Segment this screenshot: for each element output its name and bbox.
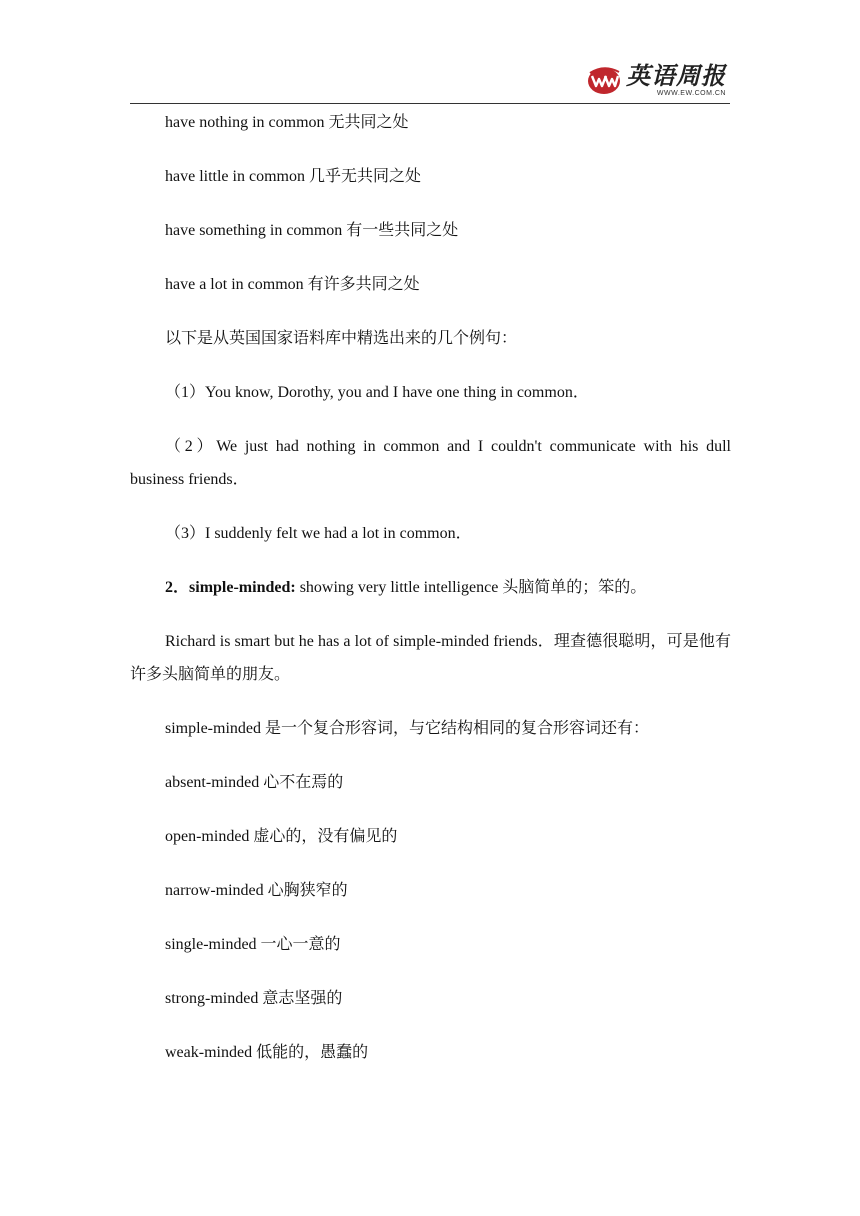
compound-item: weak-minded 低能的，愚蠢的 (165, 1044, 369, 1061)
document-body (130, 106, 731, 1090)
ew-emblem-icon (586, 64, 622, 96)
compound-intro: simple-minded 是一个复合形容词，与它结构相同的复合形容词还有： (165, 720, 649, 737)
phrase-line: have a lot in common 有许多共同之处 (165, 276, 420, 293)
logo-title: 英语周报 (626, 61, 726, 90)
item-definition: showing very little intelligence 头脑简单的；笨的。 (295, 579, 647, 596)
phrase-line: have nothing in common 无共同之处 (165, 114, 409, 131)
compound-item: single-minded 一心一意的 (165, 936, 341, 953)
item-number: 2． (165, 579, 190, 596)
page-header (130, 56, 730, 104)
example-sentence: （2）We just had nothing in common and I couldn't communicate with his dull business friends． (130, 438, 731, 488)
compound-item: open-minded 虚心的，没有偏见的 (165, 828, 398, 845)
header-rule (130, 103, 730, 104)
vocab-item-2 (130, 571, 731, 604)
ew-logo (586, 62, 726, 97)
compound-item: narrow-minded 心胸狭窄的 (165, 882, 348, 899)
example-sentence: （1）You know, Dorothy, you and I have one thing in common． (165, 384, 589, 401)
example-sentence: （3）I suddenly felt we had a lot in common． (165, 525, 472, 542)
phrase-line: have little in common 几乎无共同之处 (165, 168, 421, 185)
corpus-intro: 以下是从英国国家语料库中精选出来的几个例句： (165, 330, 518, 347)
example-sentence: Richard is smart but he has a lot of simple-minded friends．理查德很聪明，可是他有许多头脑简单的朋友。 (130, 633, 731, 683)
logo-url: WWW.EW.COM.CN (656, 90, 726, 97)
compound-item: absent-minded 心不在焉的 (165, 774, 344, 791)
phrase-line: have something in common 有一些共同之处 (165, 222, 459, 239)
compound-item: strong-minded 意志坚强的 (165, 990, 343, 1007)
item-term: simple-minded: (189, 579, 296, 596)
